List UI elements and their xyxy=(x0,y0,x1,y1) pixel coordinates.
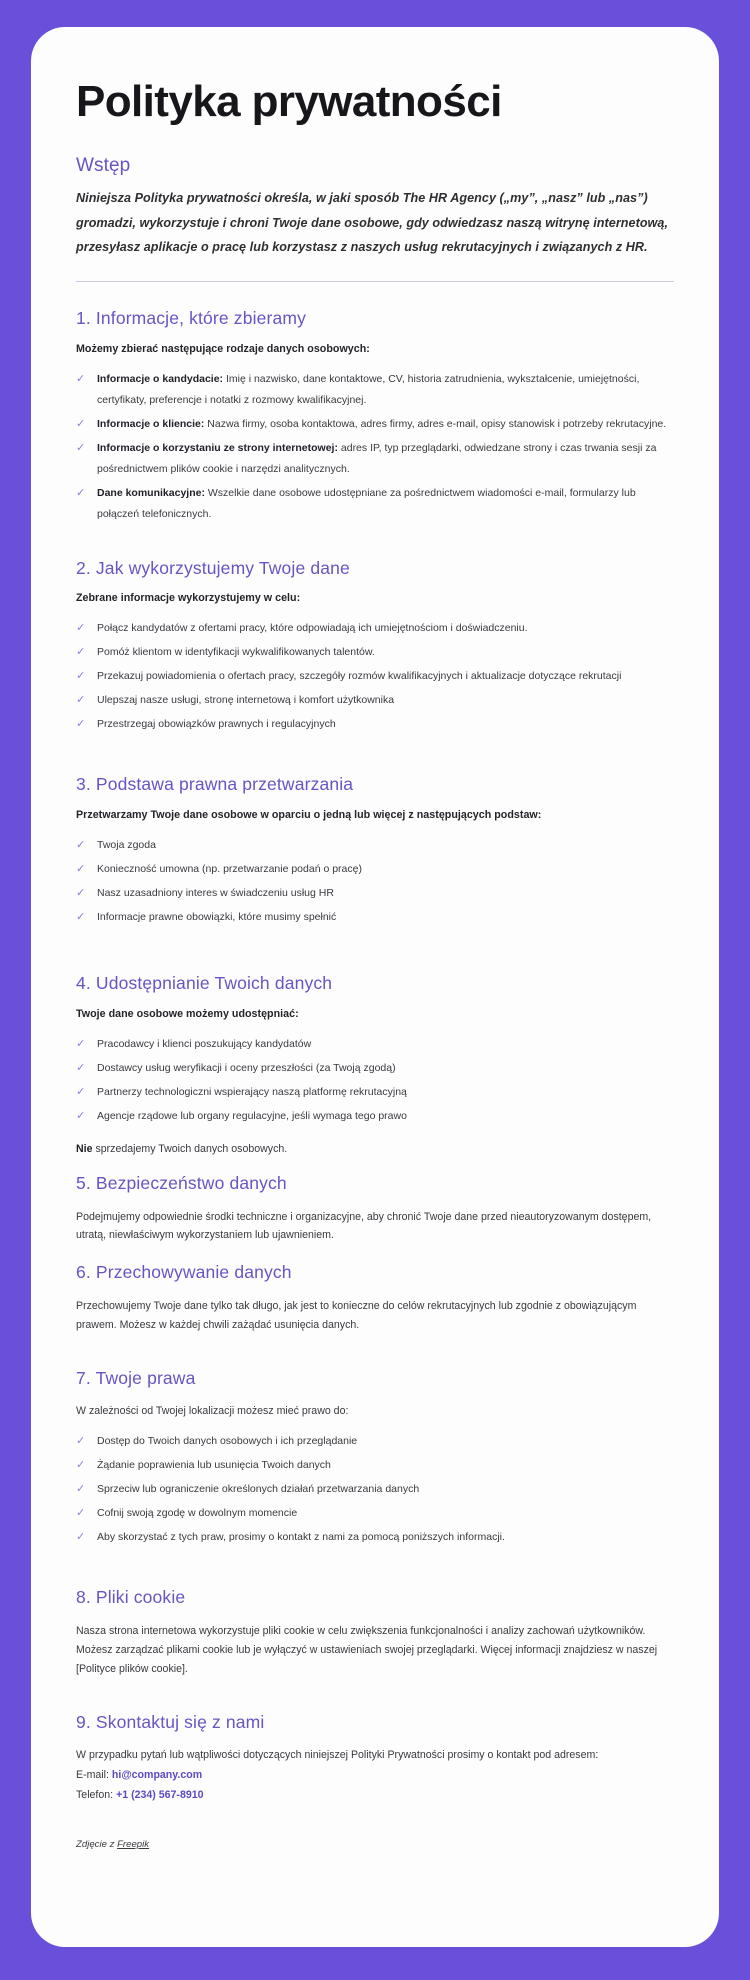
photo-credit xyxy=(76,1839,674,1850)
contact-intro: W przypadku pytań lub wątpliwości dotyczących niniejszej Polityki Prywatności prosimy o kontakt pod adresem: xyxy=(76,1749,599,1762)
intro-paragraph: Niniejsza Polityka prywatności określa, w jaki sposób The HR Agency („my”, „nasz” lub „nas”) gromadzi, wykorzystuje i chroni Twoje dane osobowe, gdy odwiedzasz naszą witrynę internetową, przesyłasz aplikacje o pracę lub korzystasz z naszych usług rekrutacyjnych i związanych z HR. xyxy=(76,191,669,255)
list-item xyxy=(76,1479,674,1500)
list-item-text: Sprzeciw lub ograniczenie określonych działań przetwarzania danych xyxy=(97,1483,420,1496)
list-item-text: Konieczność umowna (np. przetwarzanie podań o pracę) xyxy=(97,863,362,876)
list-item-text: Nasz uzasadniony interes w świadczeniu usług HR xyxy=(97,887,334,900)
list-item xyxy=(76,618,674,639)
check-icon: ✓ xyxy=(76,839,86,852)
section-paragraph: Przechowujemy Twoje dane tylko tak długo, jak jest to konieczne do celów rekrutacyjnych lub zgodnie z obowiązującym prawem. Możesz w każdej chwili zażądać usunięcia danych. xyxy=(76,1300,637,1331)
list-item-text: Pomóż klientom w identyfikacji wykwalifikowanych talentów. xyxy=(97,646,375,659)
list-item-text: Połącz kandydatów z ofertami pracy, które odpowiadają ich umiejętnościom i doświadczeniu. xyxy=(97,622,528,635)
list-item xyxy=(76,666,674,687)
section-paragraph: W zależności od Twojej lokalizacji możesz mieć prawo do: xyxy=(76,1405,349,1418)
check-icon: ✓ xyxy=(76,1507,86,1520)
list-item xyxy=(76,438,674,480)
list-item-text: Przestrzegaj obowiązków prawnych i regulacyjnych xyxy=(97,718,336,731)
check-icon: ✓ xyxy=(76,622,86,635)
contact-email-value[interactable]: hi@company.com xyxy=(111,1768,203,1781)
freepik-link[interactable]: Freepik xyxy=(117,1839,150,1851)
no-sale-note-rest: sprzedajemy Twoich danych osobowych. xyxy=(92,1142,288,1155)
list-item xyxy=(76,414,674,435)
contact-phone-label: Telefon: xyxy=(76,1788,114,1801)
no-sale-note-bold: Nie xyxy=(76,1142,93,1155)
section-skontaktuj-sie-z-nami xyxy=(76,1711,674,1806)
section-udostepnianie-twoich-danych xyxy=(76,972,674,1155)
list-item xyxy=(76,642,674,663)
contact-email-label: E-mail: xyxy=(76,1768,109,1781)
list-item xyxy=(76,1455,674,1476)
section-divider xyxy=(76,281,674,282)
list-item xyxy=(76,907,674,928)
list-item-text: Przekazuj powiadomienia o ofertach pracy, szczegóły rozmów kwalifikacyjnych i aktualizacje dotyczące rekrutacji xyxy=(97,670,622,683)
list-item-text: Nazwa firmy, osoba kontaktowa, adres firmy, adres e-mail, opisy stanowisk i potrzeby rekrutacyjne. xyxy=(204,417,667,430)
check-icon: ✓ xyxy=(76,486,86,499)
list-item-text: Agencje rządowe lub organy regulacyjne, jeśli wymaga tego prawo xyxy=(97,1109,407,1122)
section-lead: Możemy zbierać następujące rodzaje danych osobowych: xyxy=(76,342,370,355)
list-item xyxy=(76,1527,674,1548)
list-item xyxy=(76,1106,674,1127)
list-item xyxy=(76,1503,674,1524)
section-title: 5. Bezpieczeństwo danych xyxy=(76,1172,287,1193)
contact-email-line xyxy=(76,1766,674,1786)
check-list xyxy=(76,1034,674,1127)
list-item xyxy=(76,714,674,735)
section-title: 3. Podstawa prawna przetwarzania xyxy=(76,774,354,795)
check-icon: ✓ xyxy=(76,863,86,876)
list-item xyxy=(76,1034,674,1055)
section-informacje-ktore-zbieramy xyxy=(76,307,674,525)
section-title: 1. Informacje, które zbieramy xyxy=(76,307,306,328)
check-icon: ✓ xyxy=(76,887,86,900)
check-list xyxy=(76,1431,674,1548)
list-item-label: Informacje o kliencie: xyxy=(97,417,205,430)
check-list xyxy=(76,835,674,928)
list-item xyxy=(76,690,674,711)
list-item xyxy=(76,859,674,880)
check-icon: ✓ xyxy=(76,670,86,683)
list-item xyxy=(76,369,674,411)
list-item-text: Dostęp do Twoich danych osobowych i ich przeglądanie xyxy=(97,1435,358,1448)
check-icon: ✓ xyxy=(76,718,86,731)
check-icon: ✓ xyxy=(76,1531,86,1544)
list-item-text: Aby skorzystać z tych praw, prosimy o kontakt z nami za pomocą poniższych informacji. xyxy=(97,1531,505,1544)
section-title: 7. Twoje prawa xyxy=(76,1367,196,1388)
check-icon: ✓ xyxy=(76,694,86,707)
list-item xyxy=(76,1082,674,1103)
section-lead: Przetwarzamy Twoje dane osobowe w oparciu o jedną lub więcej z następujących podstaw: xyxy=(76,809,542,822)
section-jak-wykorzystujemy-twoje-dane xyxy=(76,557,674,736)
section-przechowywanie-danych xyxy=(76,1261,674,1334)
check-list xyxy=(76,369,674,525)
check-icon: ✓ xyxy=(76,441,86,454)
section-lead: Twoje dane osobowe możemy udostępniać: xyxy=(76,1007,299,1020)
section-lead: Zebrane informacje wykorzystujemy w celu: xyxy=(76,592,301,605)
section-podstawa-prawna-przetwarzania xyxy=(76,773,674,928)
section-twoje-prawa xyxy=(76,1367,674,1549)
section-pliki-cookie xyxy=(76,1586,674,1678)
section-paragraph: Nasza strona internetowa wykorzystuje pliki cookie w celu zwiększenia funkcjonalności i analizy zachowań użytkowników. Możesz zarządzać plikami cookie lub je wyłączyć w ustawieniach swojej przeglądarki. Więcej informacji znajdziesz w naszej [Polityce plików cookie]. xyxy=(76,1625,658,1675)
page-title: Polityka prywatności xyxy=(76,77,502,126)
check-icon: ✓ xyxy=(76,417,86,430)
policy-card xyxy=(31,27,719,1947)
list-item-label: Informacje o korzystaniu ze strony internetowej: xyxy=(97,441,338,454)
intro-heading: Wstęp xyxy=(76,155,131,177)
check-icon: ✓ xyxy=(76,911,86,924)
check-icon: ✓ xyxy=(76,646,86,659)
check-icon: ✓ xyxy=(76,1109,86,1122)
section-title: 9. Skontaktuj się z nami xyxy=(76,1711,265,1732)
list-item-text: Żądanie poprawienia lub usunięcia Twoich danych xyxy=(97,1459,331,1472)
check-icon: ✓ xyxy=(76,1483,86,1496)
section-intro xyxy=(76,155,674,260)
contact-phone-value[interactable]: +1 (234) 567-8910 xyxy=(116,1788,204,1801)
list-item-text: Dostawcy usług weryfikacji i oceny przeszłości (za Twoją zgodą) xyxy=(97,1061,396,1074)
check-icon: ✓ xyxy=(76,1459,86,1472)
list-item-text: Imię i nazwisko, dane kontaktowe, CV, historia zatrudnienia, wykształcenie, umiejętności, certyfikaty, preferencje i notatki z rozmowy kwalifikacyjnej. xyxy=(97,372,640,406)
section-paragraph: Podejmujemy odpowiednie środki techniczne i organizacyjne, aby chronić Twoje dane przed nieautoryzowanym dostępem, utratą, niewłaściwym wykorzystaniem lub ujawnieniem. xyxy=(76,1210,652,1242)
section-title: 4. Udostępnianie Twoich danych xyxy=(76,973,333,994)
photo-credit-prefix: Zdjęcie z xyxy=(76,1839,118,1851)
list-item-label: Dane komunikacyjne: xyxy=(97,486,205,499)
section-title: 2. Jak wykorzystujemy Twoje dane xyxy=(76,557,350,578)
list-item xyxy=(76,883,674,904)
list-item xyxy=(76,1058,674,1079)
check-icon: ✓ xyxy=(76,1037,86,1050)
no-sale-note xyxy=(76,1143,674,1155)
contact-phone-line xyxy=(76,1786,674,1806)
check-list xyxy=(76,618,674,735)
list-item-text: Pracodawcy i klienci poszukujący kandydatów xyxy=(97,1037,312,1050)
list-item xyxy=(76,835,674,856)
list-item xyxy=(76,483,674,525)
check-icon: ✓ xyxy=(76,1085,86,1098)
check-icon: ✓ xyxy=(76,1061,86,1074)
list-item-text: Informacje prawne obowiązki, które musimy spełnić xyxy=(97,911,337,924)
list-item-text: Wszelkie dane osobowe udostępniane za pośrednictwem wiadomości e-mail, formularzy lub połączeń telefonicznych. xyxy=(97,486,636,520)
section-title: 6. Przechowywanie danych xyxy=(76,1262,292,1283)
list-item-text: Twoja zgoda xyxy=(97,839,156,852)
section-title: 8. Pliki cookie xyxy=(76,1587,186,1608)
list-item-text: Cofnij swoją zgodę w dowolnym momencie xyxy=(97,1507,298,1520)
section-bezpieczenstwo-danych xyxy=(76,1172,674,1245)
check-icon: ✓ xyxy=(76,372,86,385)
list-item xyxy=(76,1431,674,1452)
list-item-text: Partnerzy technologiczni wspierający naszą platformę rekrutacyjną xyxy=(97,1085,407,1098)
list-item-text: Ulepszaj nasze usługi, stronę internetową i komfort użytkownika xyxy=(97,694,395,707)
check-icon: ✓ xyxy=(76,1435,86,1448)
list-item-label: Informacje o kandydacie: xyxy=(97,372,224,385)
list-item-text: adres IP, typ przeglądarki, odwiedzane strony i czas trwania sesji za pośrednictwem plików cookie i narzędzi analitycznych. xyxy=(97,441,657,475)
